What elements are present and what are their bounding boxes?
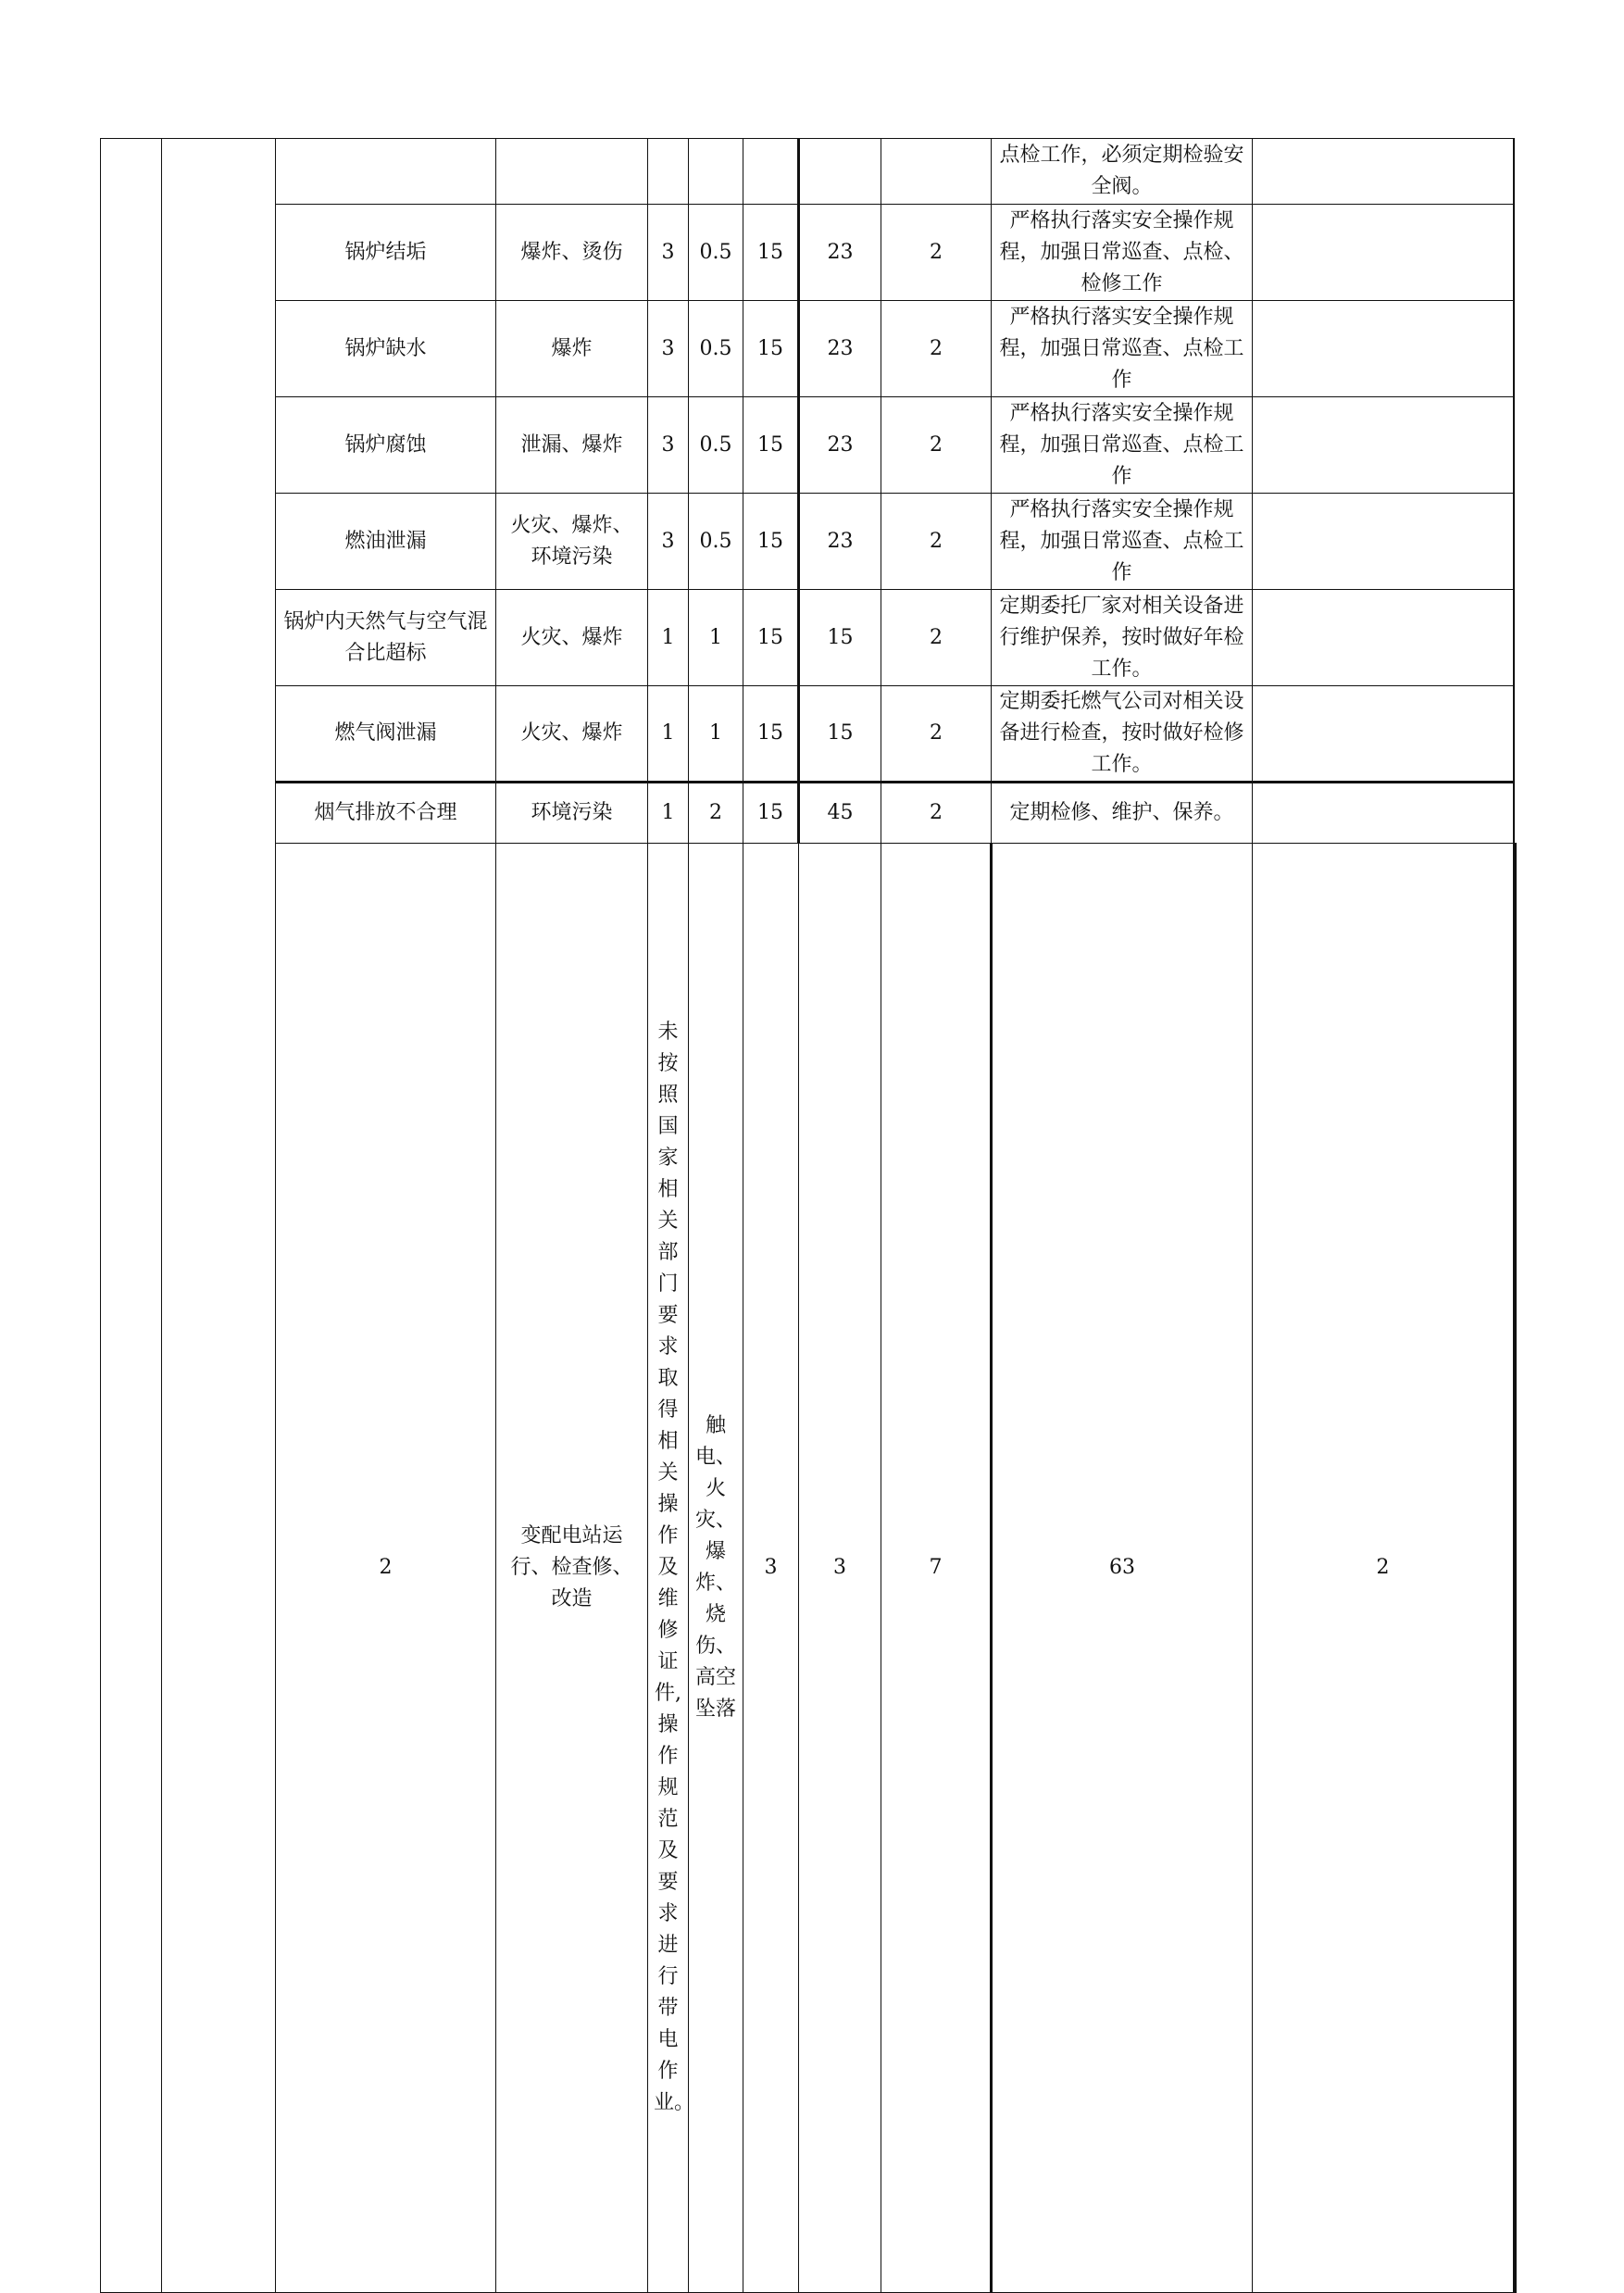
- l-value-cell: 1: [648, 590, 689, 686]
- table-row: [101, 686, 1517, 783]
- risk-level-cell: 2: [881, 783, 992, 844]
- control-measure-cell: 严格执行落实安全操作规程，加强日常巡查、点检工作: [992, 397, 1253, 494]
- hazard-cell: [276, 139, 496, 205]
- e-value-cell: 0.5: [689, 205, 743, 301]
- e-value-cell: 3: [799, 844, 881, 2293]
- risk-level-cell: 2: [881, 205, 992, 301]
- control-measure-cell: 严格执行落实安全操作规程，加强日常巡查、点检工作: [992, 301, 1253, 397]
- l-value-cell: [648, 139, 689, 205]
- note-cell: [1253, 494, 1514, 590]
- c-value-cell: 15: [743, 397, 799, 494]
- c-value-cell: 15: [743, 301, 799, 397]
- control-measure-cell: 点检工作，必须定期检验安全阀。: [992, 139, 1253, 205]
- e-value-cell: 0.5: [689, 494, 743, 590]
- c-value-cell: 15: [743, 494, 799, 590]
- l-value-cell: 1: [648, 783, 689, 844]
- note-cell: [1253, 301, 1514, 397]
- l-value-cell: 1: [648, 686, 689, 783]
- risk-assessment-table: [100, 138, 1517, 2293]
- c-value-cell: 7: [881, 844, 992, 2293]
- table-row: [101, 783, 1517, 844]
- control-measure-cell: 定期检修、维护、保养。: [992, 783, 1253, 844]
- activity-cell: [162, 139, 276, 2293]
- consequence-cell: 火灾、爆炸: [496, 686, 648, 783]
- risk-level-cell: [881, 139, 992, 205]
- note-cell: [1515, 844, 1516, 2293]
- table-row: [101, 139, 1517, 205]
- c-value-cell: 15: [743, 590, 799, 686]
- risk-level-cell: 2: [881, 686, 992, 783]
- note-cell: [1253, 783, 1514, 844]
- table-row: [101, 590, 1517, 686]
- d-value-cell: 15: [799, 686, 881, 783]
- activity-cell: 变配电站运行、检查修、改造: [496, 844, 648, 2293]
- hazard-cell: 烟气排放不合理: [276, 783, 496, 844]
- table-row: [101, 397, 1517, 494]
- note-cell: [1253, 397, 1514, 494]
- d-value-cell: 23: [799, 494, 881, 590]
- note-cell: [1253, 686, 1514, 783]
- control-measure-cell: 定期委托厂家对相关设备进行维护保养，按时做好年检工作。: [992, 590, 1253, 686]
- consequence-cell: 火灾、爆炸、环境污染: [496, 494, 648, 590]
- l-value-cell: 3: [743, 844, 799, 2293]
- index-cell: 2: [276, 844, 496, 2293]
- consequence-cell: 泄漏、爆炸: [496, 397, 648, 494]
- consequence-cell: 环境污染: [496, 783, 648, 844]
- d-value-cell: 23: [799, 205, 881, 301]
- consequence-cell: [496, 139, 648, 205]
- d-value-cell: 15: [799, 590, 881, 686]
- e-value-cell: 0.5: [689, 301, 743, 397]
- l-value-cell: 3: [648, 205, 689, 301]
- l-value-cell: 3: [648, 301, 689, 397]
- c-value-cell: 15: [743, 686, 799, 783]
- d-value-cell: 23: [799, 301, 881, 397]
- hazard-cell: 锅炉腐蚀: [276, 397, 496, 494]
- consequence-cell: 爆炸、烫伤: [496, 205, 648, 301]
- index-cell: [101, 139, 162, 2293]
- e-value-cell: 1: [689, 686, 743, 783]
- hazard-cell: 未按照国家相关部门要求取得相关操作及维修证件,操作规范及要求进行带电作业。: [648, 844, 689, 2293]
- c-value-cell: [743, 139, 799, 205]
- table-row: [101, 301, 1517, 397]
- hazard-cell: 燃油泄漏: [276, 494, 496, 590]
- risk-level-cell: 2: [881, 590, 992, 686]
- consequence-cell: 火灾、爆炸: [496, 590, 648, 686]
- hazard-cell: 燃气阀泄漏: [276, 686, 496, 783]
- table-row: [101, 494, 1517, 590]
- d-value-cell: [799, 139, 881, 205]
- hazard-cell: 锅炉结垢: [276, 205, 496, 301]
- d-value-cell: 23: [799, 397, 881, 494]
- note-cell: [1253, 205, 1514, 301]
- e-value-cell: 0.5: [689, 397, 743, 494]
- note-cell: [1253, 139, 1514, 205]
- hazard-cell: 锅炉内天然气与空气混合比超标: [276, 590, 496, 686]
- e-value-cell: 2: [689, 783, 743, 844]
- hazard-cell: 锅炉缺水: [276, 301, 496, 397]
- table-row: [101, 844, 1517, 2293]
- consequence-cell: 触电、火灾、爆炸、烧伤、高空坠落: [689, 844, 743, 2293]
- l-value-cell: 3: [648, 397, 689, 494]
- table-row: [101, 205, 1517, 301]
- e-value-cell: [689, 139, 743, 205]
- risk-level-cell: 2: [1253, 844, 1514, 2293]
- d-value-cell: 45: [799, 783, 881, 844]
- risk-level-cell: 2: [881, 494, 992, 590]
- consequence-cell: 爆炸: [496, 301, 648, 397]
- risk-level-cell: 2: [881, 301, 992, 397]
- d-value-cell: 63: [992, 844, 1253, 2293]
- c-value-cell: 15: [743, 205, 799, 301]
- risk-level-cell: 2: [881, 397, 992, 494]
- control-measure-cell: 严格执行落实安全操作规程，加强日常巡查、点检工作: [992, 494, 1253, 590]
- e-value-cell: 1: [689, 590, 743, 686]
- table-body: [101, 139, 1517, 2293]
- l-value-cell: 3: [648, 494, 689, 590]
- control-measure-cell: 定期委托燃气公司对相关设备进行检查，按时做好检修工作。: [992, 686, 1253, 783]
- note-cell: [1253, 590, 1514, 686]
- c-value-cell: 15: [743, 783, 799, 844]
- control-measure-cell: 严格执行落实安全操作规程，加强日常巡查、点检、检修工作: [992, 205, 1253, 301]
